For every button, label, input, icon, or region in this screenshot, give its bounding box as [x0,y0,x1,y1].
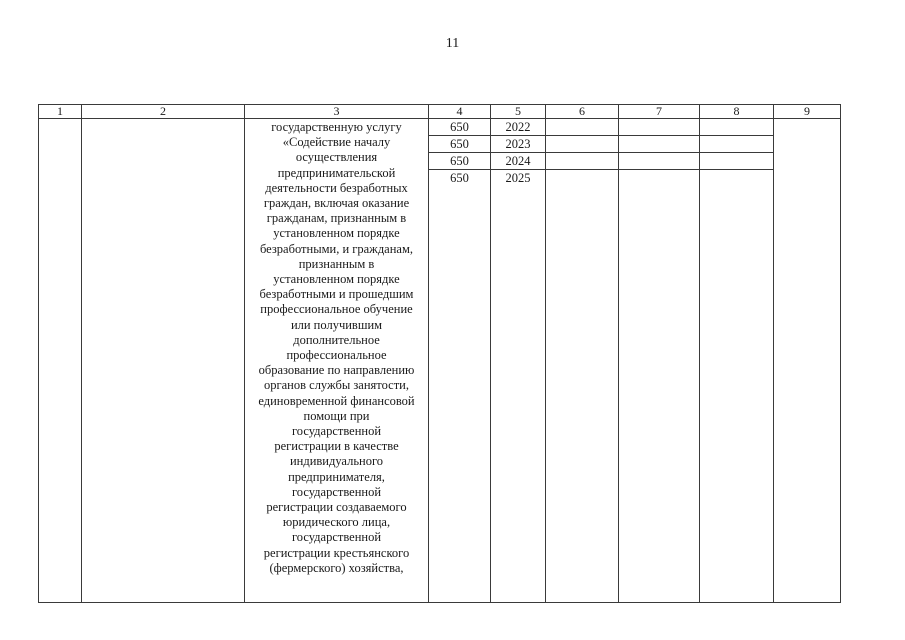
table-body [39,119,841,603]
col6-subline [546,119,618,136]
col7-subline [619,136,699,153]
description-line: безработными, и гражданам, [259,241,414,256]
column-header-2: 2 [82,105,245,119]
description-line: (фермерского) хозяйства, [269,560,404,575]
description-line: профессиональное [286,348,387,363]
description-line: деятельности безработных [265,180,408,195]
col4-value: 650 [429,136,490,153]
description-line: образование по направлению [258,363,415,378]
cell-col-8 [700,119,774,603]
description-line: безработными и прошедшим [259,287,414,302]
description-line: дополнительное [293,332,380,347]
description-line: государственной [291,530,382,545]
data-table [38,104,841,603]
description-line: предпринимательской [277,165,396,180]
description-line: единовременной финансовой [258,393,415,408]
col8-subline [700,153,773,170]
col4-value: 650 [450,171,469,185]
cell-col-2 [82,119,245,603]
cell-col-5 [491,119,546,603]
description-line: органов службы занятости, [264,378,409,393]
col7-subline [619,119,699,136]
header-row [39,105,841,119]
cell-col-9 [774,119,841,603]
column-header-4: 4 [429,105,491,119]
column-header-7: 7 [619,105,700,119]
description-line: юридического лица, [282,515,391,530]
column-header-8: 8 [700,105,774,119]
description-line: гражданам, признанным в [266,211,407,226]
table-row [39,119,841,603]
description-line: государственной [291,424,382,439]
column-header-3: 3 [245,105,429,119]
description-line: регистрации крестьянского [263,545,410,560]
cell-col-4 [429,119,491,603]
description-line: осуществления [295,150,378,165]
col5-year: 2023 [491,136,545,153]
description-line: регистрации в качестве [274,439,399,454]
description-line: «Содействие началу [282,135,391,150]
col4-value: 650 [429,153,490,170]
col4-value: 650 [429,119,490,136]
col5-year: 2024 [491,153,545,170]
cell-col-1 [39,119,82,603]
cell-col-6 [546,119,619,603]
col5-year: 2025 [505,171,531,185]
col7-subline [619,153,699,170]
column-header-9: 9 [774,105,841,119]
description-line: граждан, включая оказание [263,196,410,211]
column-header-6: 6 [546,105,619,119]
column-header-5: 5 [491,105,546,119]
cell-description [245,119,429,603]
cell-col-7 [619,119,700,603]
page-number: 11 [445,36,460,51]
description-line: регистрации создаваемого [266,500,407,515]
description-line: государственную услугу [271,120,402,134]
col8-subline [700,119,773,136]
description-line: индивидуального [289,454,384,469]
col5-year: 2022 [491,119,545,136]
description-line: или получившим [290,317,383,332]
description-line: установленном порядке [273,226,400,241]
col6-subline [546,153,618,170]
description-line: установленном порядке [273,272,400,287]
description-line: профессиональное обучение [260,302,413,317]
column-header-1: 1 [39,105,82,119]
description-line: предпринимателя, [288,469,385,484]
description-line: признанным в [298,256,375,271]
description-line: государственной [291,484,382,499]
col6-subline [546,136,618,153]
description-line: помощи при [303,408,370,423]
col8-subline [700,136,773,153]
table-header [39,105,841,119]
